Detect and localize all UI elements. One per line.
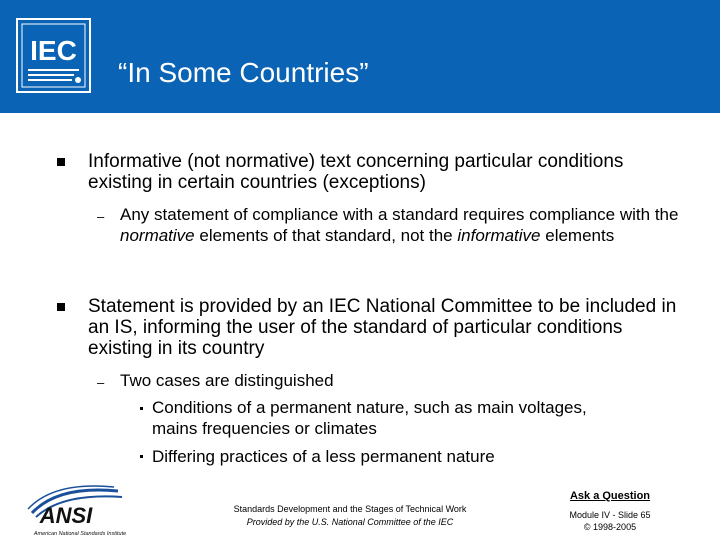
- bullet-1-sub-suffix: elements: [540, 226, 615, 245]
- footer-right: [560, 490, 660, 533]
- bullet-1-sub: [120, 204, 690, 246]
- iec-logo: [16, 18, 91, 93]
- ansi-logo-icon: [18, 485, 138, 537]
- page-title: “In Some Countries”: [118, 57, 369, 88]
- dash-icon: –: [97, 209, 105, 224]
- copyright: © 1998-2005: [583, 522, 637, 532]
- bullet-1-sub-em1: normative: [120, 226, 195, 245]
- dot-bullet-icon: [140, 455, 143, 458]
- footer-line-1: Standards Development and the Stages of Technical Work: [233, 504, 467, 514]
- footer-center: [210, 503, 490, 529]
- ansi-logo-subtext: American National Standards Institute: [33, 531, 127, 537]
- square-bullet-icon: [57, 303, 65, 311]
- bullet-1-text: Informative (not normative) text concerning particular conditions existing in certain countries (exceptions): [88, 151, 624, 193]
- square-bullet-icon: [57, 158, 65, 166]
- dot-bullet-icon: [140, 407, 143, 410]
- iec-logo-text: IEC: [30, 35, 77, 66]
- bullet-1-sub-prefix: Any statement of compliance with a standard requires compliance with the: [120, 205, 679, 224]
- header-bar: [0, 0, 720, 113]
- bullet-2-text: Statement is provided by an IEC National Committee to be included in an IS, informing the user of the standard of particular conditions existing in its country: [88, 296, 677, 359]
- bullet-1-sub-middle: elements of that standard, not the: [194, 226, 458, 245]
- iec-logo-icon: [16, 18, 91, 93]
- bullet-2-subsub-2: Differing practices of a less permanent nature: [152, 447, 495, 466]
- bullet-2-sub: Two cases are distinguished: [120, 371, 334, 390]
- ansi-logo-text: ANSI: [39, 503, 93, 528]
- footer-line-2: Provided by the U.S. National Committee of the IEC: [246, 517, 454, 527]
- ansi-logo: [18, 485, 138, 537]
- slide-number: Module IV - Slide 65: [569, 510, 651, 520]
- bullet-1-sub-em2: informative: [457, 226, 541, 245]
- dash-icon: –: [97, 375, 105, 390]
- ask-question-link[interactable]: Ask a Question: [569, 490, 651, 502]
- bullet-2-subsub-1: Conditions of a permanent nature, such as main voltages, mains frequencies or climates: [152, 398, 587, 438]
